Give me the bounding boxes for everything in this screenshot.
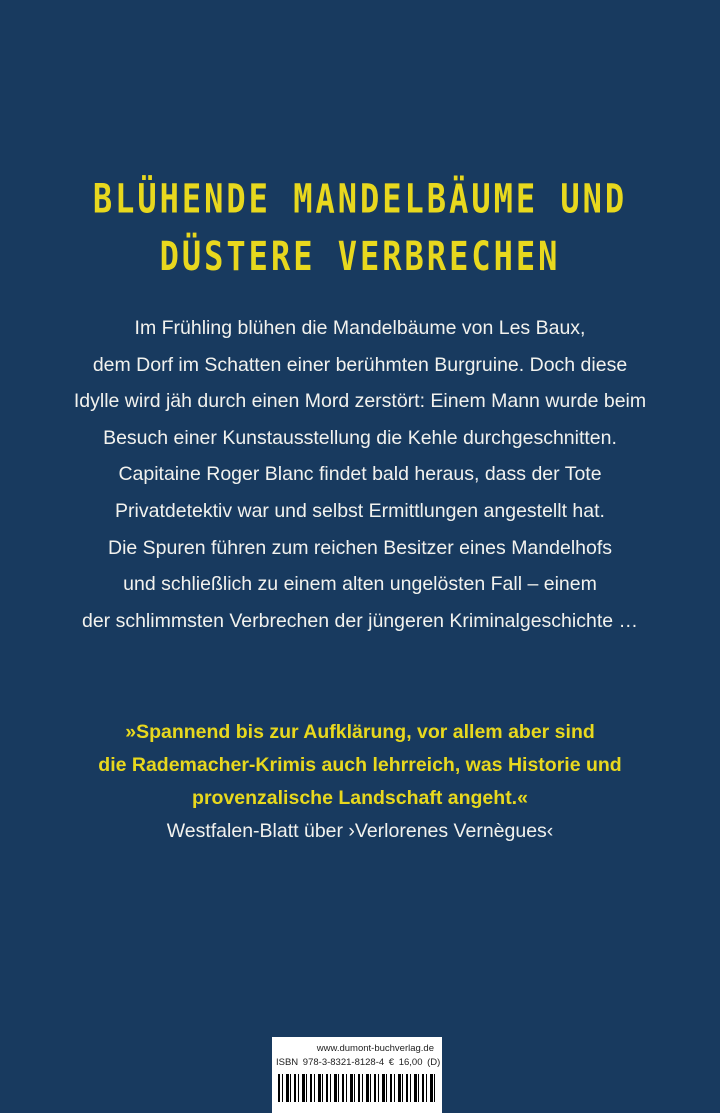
blurb-line: Im Frühling blühen die Mandelbäume von Les Baux, [134, 317, 586, 339]
headline-line-1: BLÜHENDE MANDELBÄUME UND [92, 175, 628, 223]
blurb-line: Privatdetektiv war und selbst Ermittlungen angestellt hat. [115, 499, 605, 522]
quote-line: provenzalische Landschaft angeht.« [192, 787, 528, 809]
blurb-line: Die Spuren führen zum reichen Besitzer eines Mandelhofs [107, 536, 613, 559]
barcode [278, 1074, 436, 1102]
blurb-text [40, 310, 680, 639]
quote-source: Westfalen-Blatt über ›Verlorenes Vernègues‹ [166, 820, 554, 842]
press-quote [40, 716, 680, 848]
headline [0, 170, 720, 285]
quote-line: die Rademacher-Krimis auch lehrreich, was Historie und [98, 754, 622, 776]
headline-line-2: DÜSTERE VERBRECHEN [159, 232, 561, 280]
blurb-line: Idylle wird jäh durch einen Mord zerstört: Einem Mann wurde beim [73, 390, 647, 413]
blurb-line: Capitaine Roger Blanc findet bald heraus, dass der Tote [118, 463, 602, 486]
barcode-label [272, 1037, 442, 1113]
blurb-line: Besuch einer Kunstausstellung die Kehle durchgeschnitten. [103, 426, 617, 449]
quote-line: »Spannend bis zur Aufklärung, vor allem aber sind [125, 721, 595, 743]
publisher-url: www.dumont-buchverlag.de [316, 1043, 434, 1054]
blurb-line: dem Dorf im Schatten einer berühmten Burgruine. Doch diese [92, 353, 628, 376]
blurb-line: und schließlich zu einem alten ungelösten Fall – einem [123, 573, 597, 596]
blurb-line: der schlimmsten Verbrechen der jüngeren Kriminalgeschichte … [81, 609, 639, 632]
isbn-price: ISBN 978-3-8321-8128-4 € 16,00 (D) [276, 1057, 441, 1068]
